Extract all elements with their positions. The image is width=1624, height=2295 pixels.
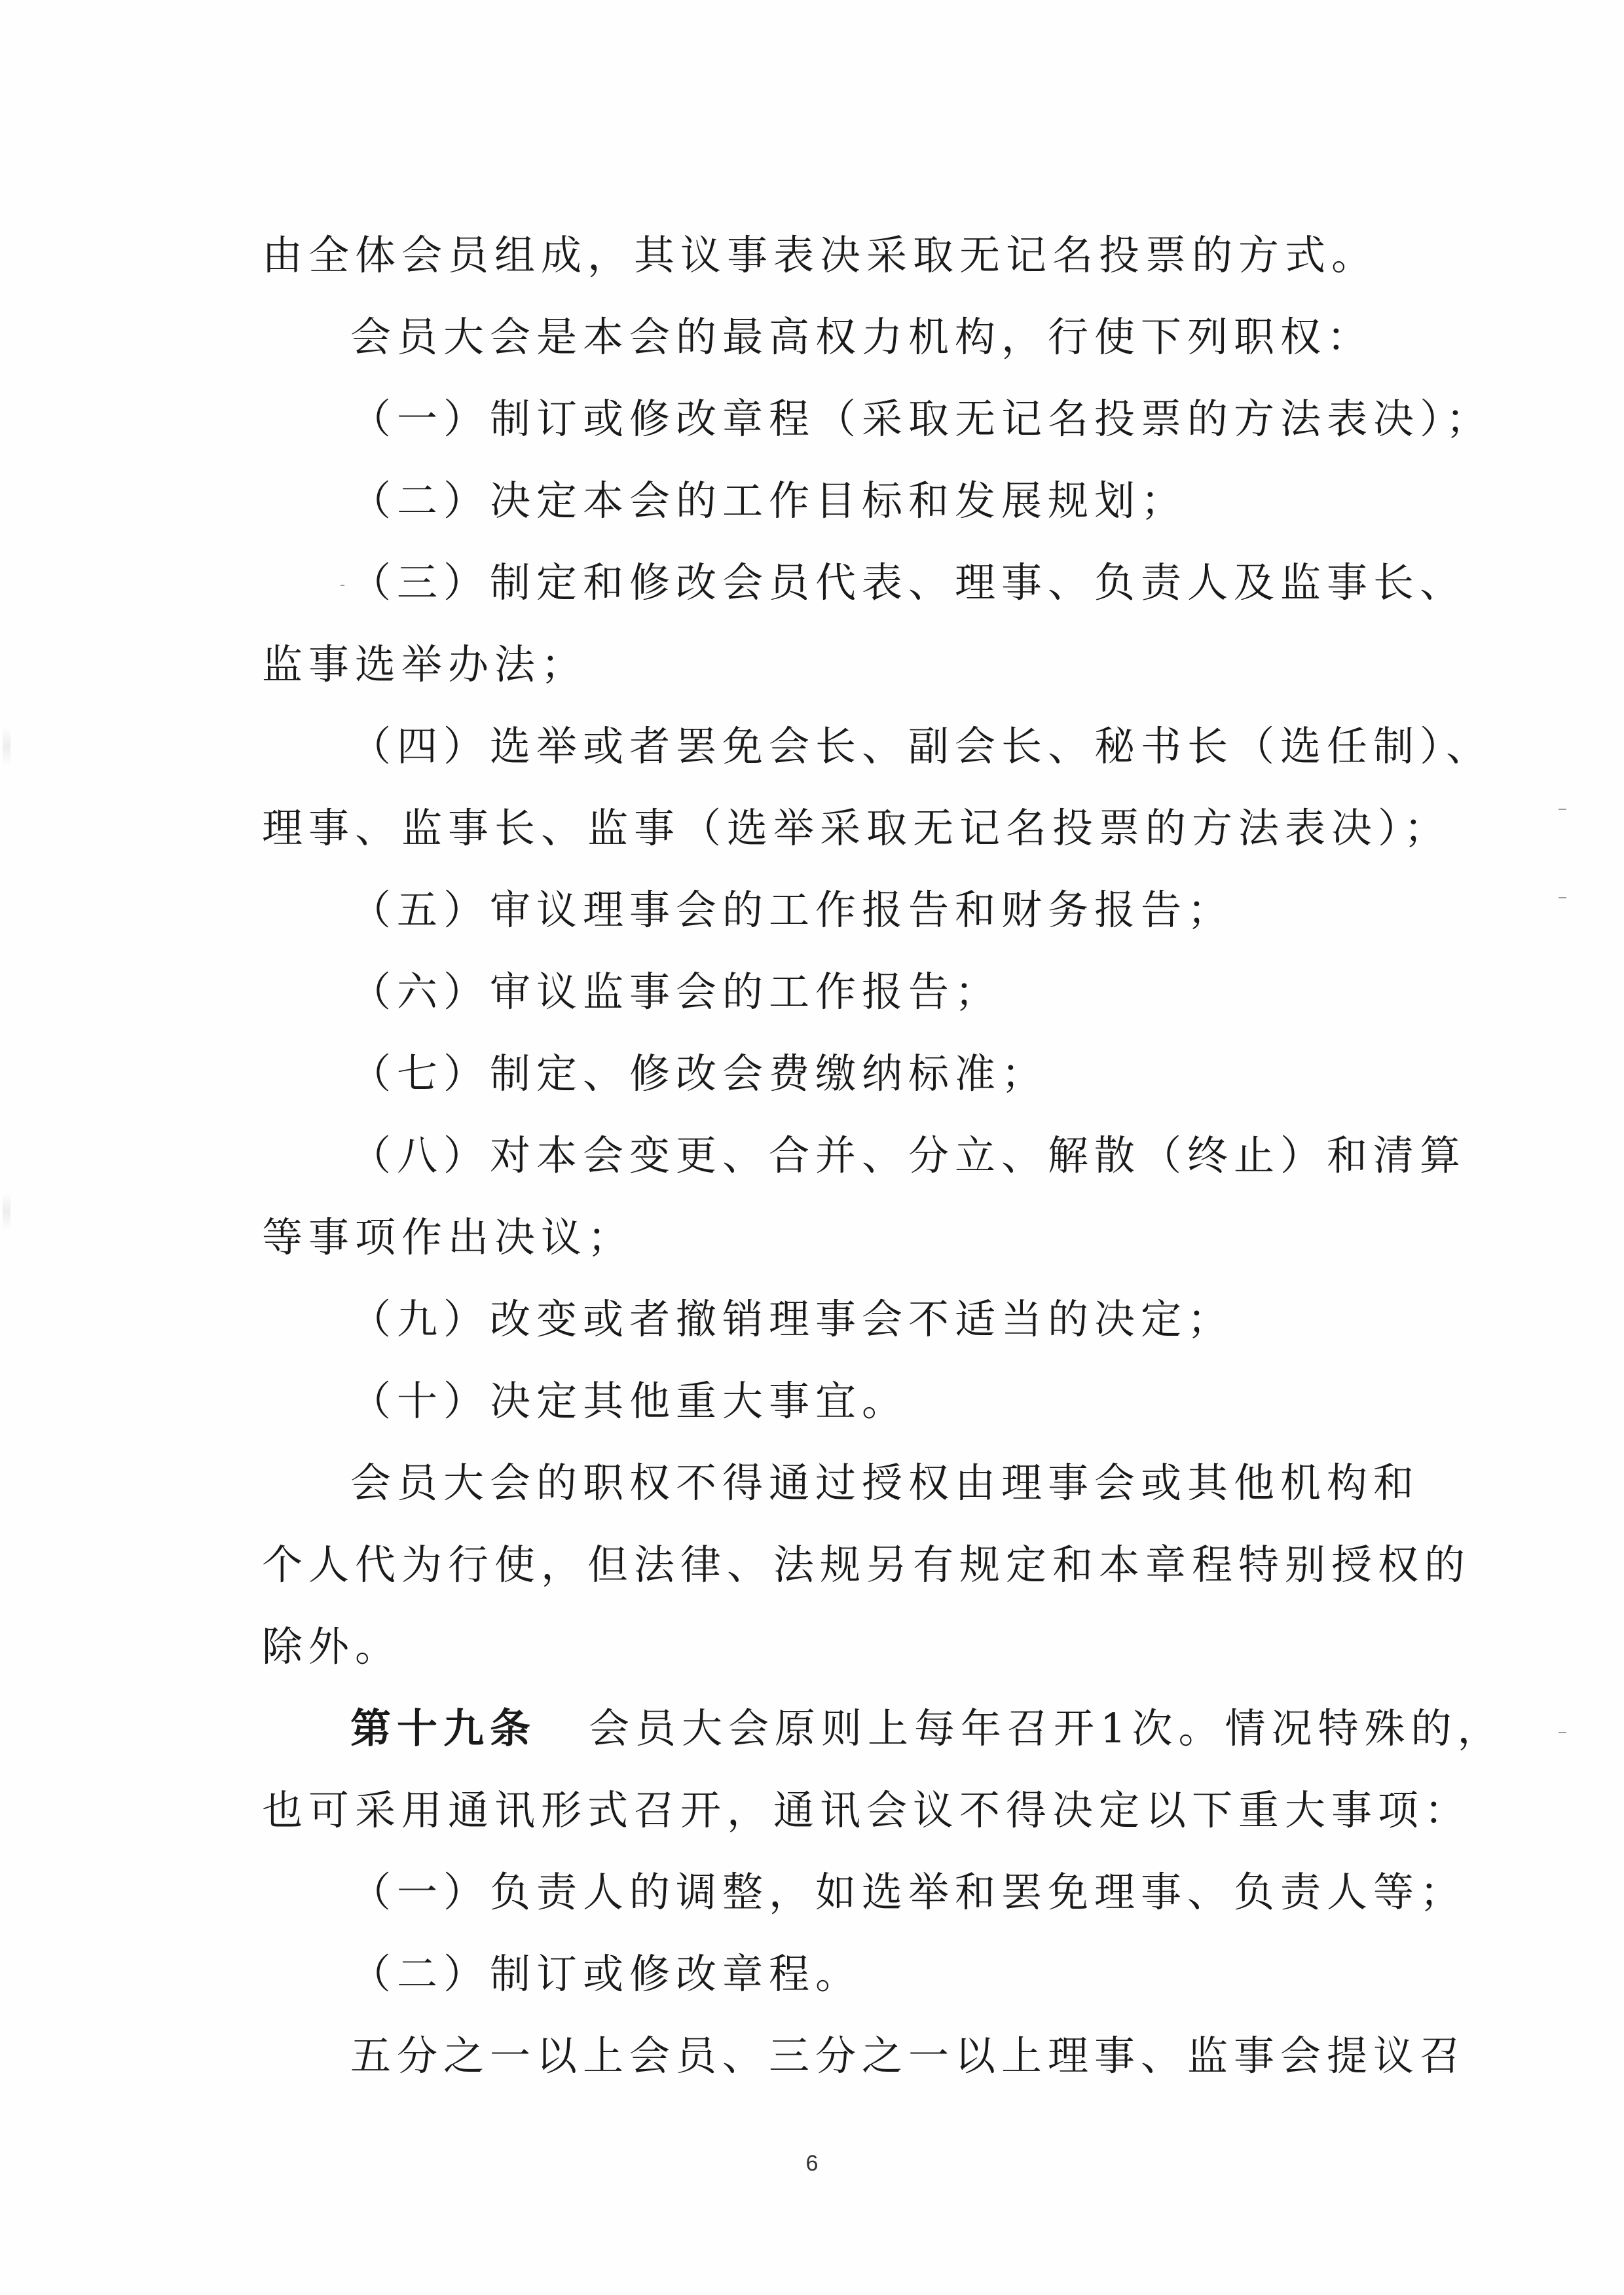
article-paragraph [350,1706,1504,1752]
list-item: （六）审议监事会的工作报告； [350,968,1002,1016]
text-line: 个人代为行使，但法律、法规另有规定和本章程特别授权的 [262,1541,1471,1588]
list-item: （二）决定本会的工作目标和发展规划； [350,477,1188,524]
scan-mark [1559,1732,1566,1733]
list-item: （三）制定和修改会员代表、理事、负责人及监事长、 [350,559,1467,606]
list-item: （八）对本会变更、合并、分立、解散（终止）和清算 [350,1131,1467,1179]
text-line: 会员大会的职权不得通过授权由理事会或其他机构和 [350,1459,1420,1507]
list-item: （十）决定其他重大事宜。 [350,1377,909,1425]
page-number: 6 [805,2151,819,2176]
article-heading: 第十九条 [350,1704,537,1752]
scan-edge-shadow [3,727,10,766]
text-line: 监事选举办法； [262,640,588,688]
scan-mark [1559,809,1566,810]
text-line: 等事项作出决议； [262,1213,635,1261]
scan-mark [341,585,344,586]
list-item: （一）制订或修改章程（采取无记名投票的方法表决）； [350,395,1493,443]
text-line: 理事、监事长、监事（选举采取无记名投票的方法表决）； [262,804,1451,852]
text-line: 除外。 [262,1623,402,1670]
text-line: 五分之一以上会员、三分之一以上理事、监事会提议召 [350,2032,1467,2080]
text-line: 会员大会原则上每年召开1次。情况特殊的， [589,1704,1504,1752]
text-line: 由全体会员组成，其议事表决采取无记名投票的方式。 [262,231,1378,279]
list-item: （五）审议理事会的工作报告和财务报告； [350,886,1234,934]
list-item: （七）制定、修改会费缴纳标准； [350,1050,1048,1097]
text-line: 也可采用通讯形式召开，通讯会议不得决定以下重大事项： [262,1786,1471,1834]
list-item: （四）选举或者罢免会长、副会长、秘书长（选任制）、 [350,722,1493,770]
text-line: 会员大会是本会的最高权力机构，行使下列职权： [350,313,1374,361]
list-item: （九）改变或者撤销理事会不适当的决定； [350,1295,1234,1343]
list-item: （一）负责人的调整，如选举和罢免理事、负责人等； [350,1868,1467,1916]
list-item: （二）制订或修改章程。 [350,1950,862,1998]
scan-edge-shadow [3,1192,10,1231]
scan-mark [1559,897,1566,898]
